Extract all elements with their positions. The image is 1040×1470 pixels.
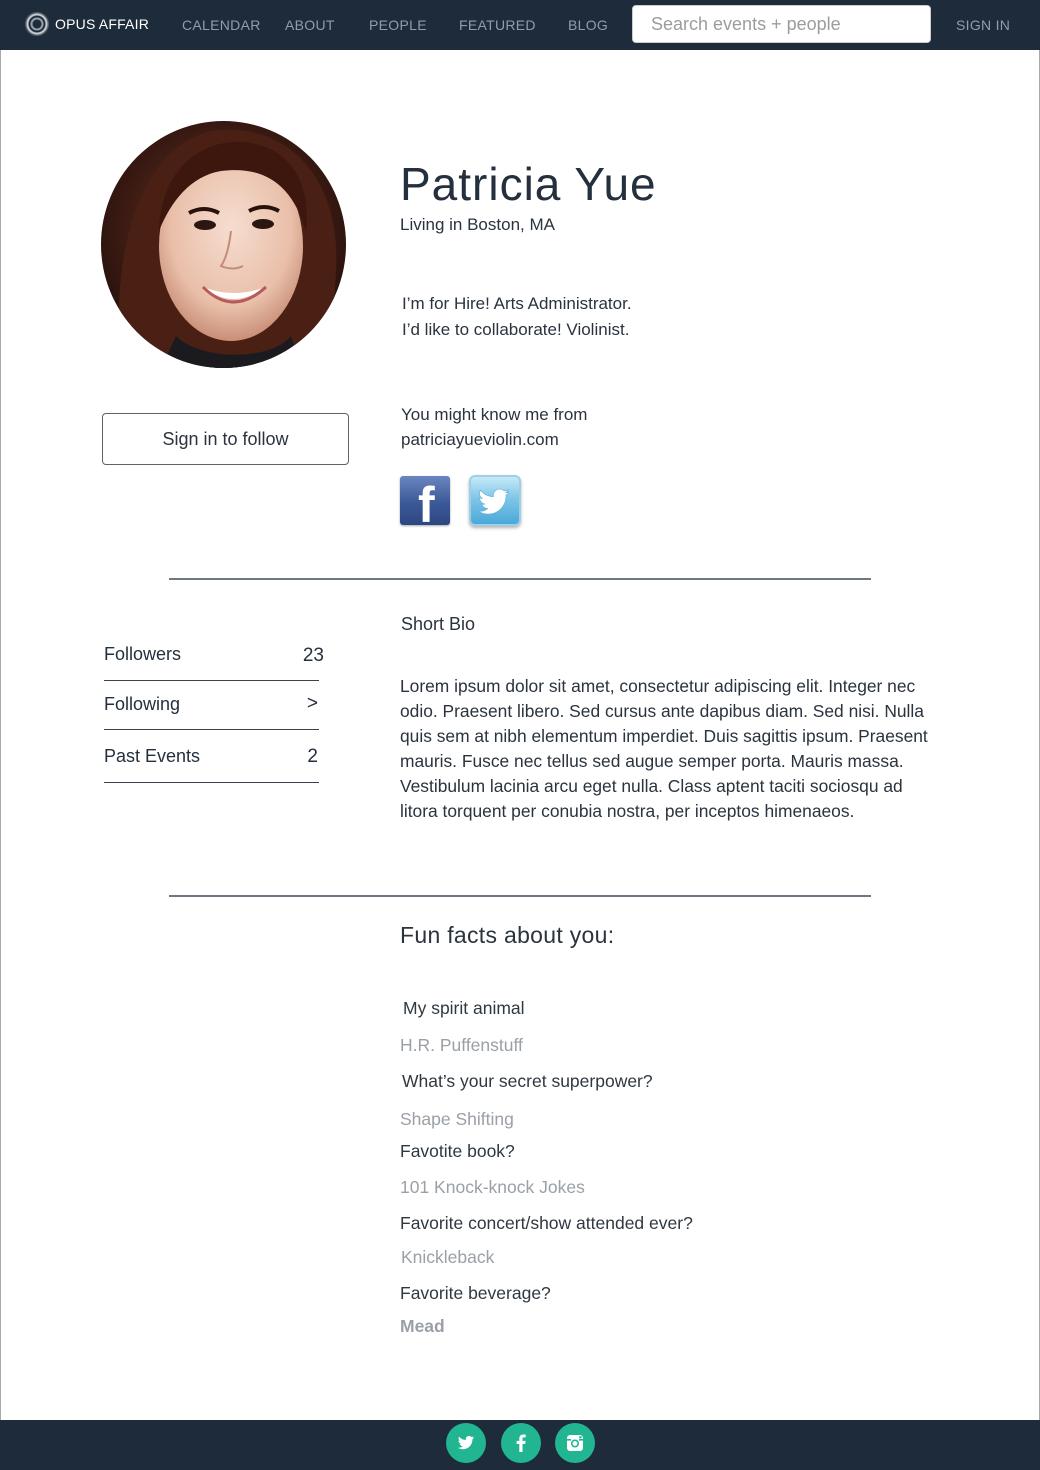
- profile-tag-collaborate: I’d like to collaborate! Violinist.: [402, 320, 630, 339]
- fun-fact-question: Favorite concert/show attended ever?: [400, 1213, 693, 1233]
- know-me-label: You might know me from: [401, 405, 588, 424]
- fun-fact-question: Favotite book?: [400, 1141, 515, 1161]
- profile-name: Patricia Yue: [400, 158, 657, 210]
- nav-people[interactable]: PEOPLE: [369, 17, 427, 33]
- bio-heading: Short Bio: [401, 614, 476, 634]
- sign-in-link[interactable]: SIGN IN: [956, 17, 1011, 33]
- followers-label[interactable]: Followers: [104, 644, 182, 664]
- website-link[interactable]: patriciayueviolin.com: [401, 430, 559, 449]
- fun-fact-question: Favorite beverage?: [400, 1283, 551, 1303]
- following-arrow-icon[interactable]: >: [306, 693, 318, 714]
- bio-text: Lorem ipsum dolor sit amet, consectetur adipiscing elit. Integer nec odio. Praesent libero. Sed cursus ante dapibus diam. Sed nisi. Nulla quis sem at nibh elementum imperdiet. Duis sagittis ipsum. Praesent mauris. Fusce nec tellus sed augue semper porta. Mauris massa. Vestibulum lacinia arcu eget nulla. Class aptent taciti sociosqu ad litora torquent per conubia nostra, per inceptos himenaeos.: [400, 676, 928, 821]
- fun-fact-answer: Knickleback: [401, 1247, 495, 1267]
- footer-twitter-icon[interactable]: [446, 1423, 486, 1463]
- nav-blog[interactable]: BLOG: [568, 17, 609, 33]
- nav-calendar[interactable]: CALENDAR: [182, 17, 261, 33]
- section-divider-bottom: [169, 895, 871, 897]
- past-events-label[interactable]: Past Events: [104, 746, 201, 766]
- facebook-icon[interactable]: f: [400, 476, 450, 525]
- stats-divider: [104, 729, 319, 730]
- footer-facebook-icon[interactable]: [501, 1423, 541, 1463]
- following-label[interactable]: Following: [104, 694, 181, 714]
- fun-fact-answer: Shape Shifting: [400, 1109, 514, 1129]
- profile-tag-hire: I’m for Hire! Arts Administrator.: [402, 294, 632, 313]
- fun-fact-answer: Mead: [400, 1316, 445, 1336]
- twitter-icon[interactable]: [469, 475, 521, 526]
- stats-divider: [104, 680, 319, 681]
- fun-fact-question: What’s your secret superpower?: [402, 1071, 653, 1091]
- footer-instagram-icon[interactable]: [555, 1423, 595, 1463]
- page-frame-left-border: [0, 50, 1, 1420]
- profile-location: Living in Boston, MA: [400, 215, 555, 234]
- fun-fact-answer: H.R. Puffenstuff: [400, 1035, 523, 1055]
- sign-in-to-follow-button[interactable]: Sign in to follow: [102, 413, 349, 465]
- nav-about[interactable]: ABOUT: [285, 17, 335, 33]
- followers-count[interactable]: 23: [302, 645, 324, 666]
- stats-divider: [104, 782, 319, 783]
- profile-avatar: [101, 121, 346, 368]
- nav-featured[interactable]: FEATURED: [459, 17, 536, 33]
- opus-affair-logo-icon[interactable]: [25, 12, 49, 36]
- search-input[interactable]: [632, 5, 931, 43]
- past-events-count[interactable]: 2: [307, 746, 318, 767]
- fun-fact-answer: 101 Knock-knock Jokes: [400, 1177, 585, 1197]
- brand-name[interactable]: OPUS AFFAIR: [55, 16, 149, 32]
- section-divider-top: [169, 578, 871, 580]
- know-me-from: [401, 402, 587, 452]
- fun-fact-question: My spirit animal: [403, 998, 525, 1018]
- fun-facts-heading: Fun facts about you:: [400, 922, 615, 948]
